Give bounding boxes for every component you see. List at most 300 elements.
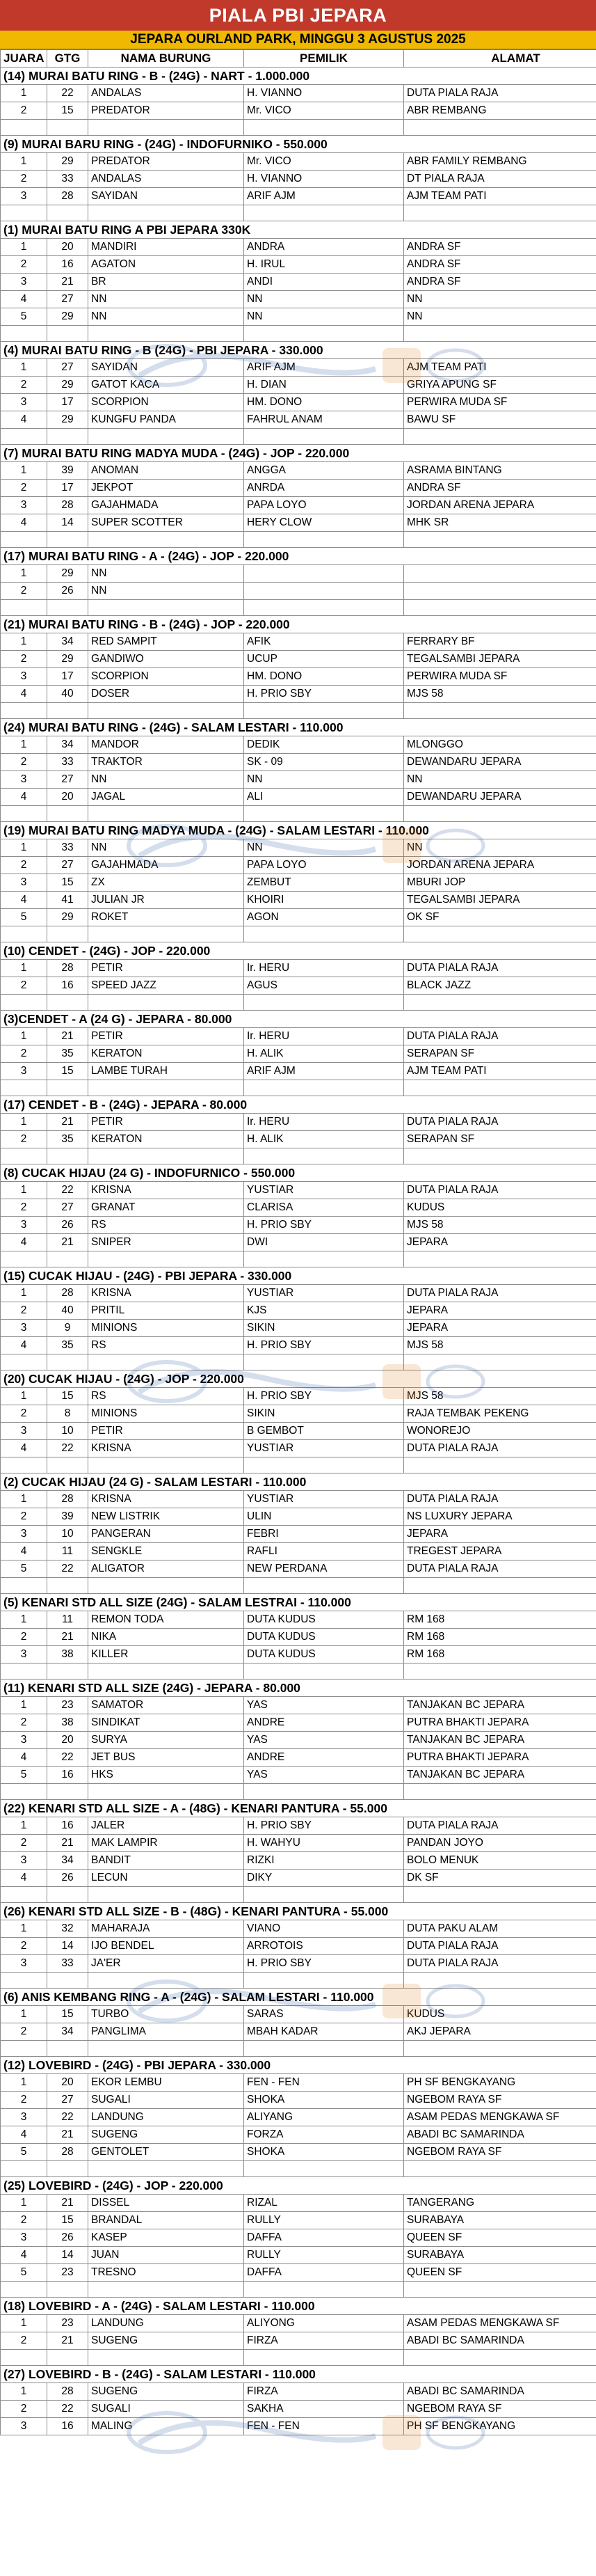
owner-cell: H. VIANNO <box>244 85 404 102</box>
gtg-cell: 29 <box>47 909 88 926</box>
address-cell: TANGERANG <box>404 2195 596 2212</box>
empty-cell <box>1 2041 47 2057</box>
bird-name-cell: IJO BENDEL <box>88 1938 244 1955</box>
bird-name-cell: KASEP <box>88 2229 244 2247</box>
empty-cell <box>88 2282 244 2298</box>
owner-cell: RIZKI <box>244 1852 404 1870</box>
empty-cell <box>88 2350 244 2366</box>
gtg-cell: 8 <box>47 1405 88 1423</box>
owner-cell: DWI <box>244 1234 404 1251</box>
rank-cell: 5 <box>1 2144 47 2161</box>
table-row <box>1 308 596 326</box>
address-cell: TEGALSAMBI JEPARA <box>404 892 596 909</box>
table-row <box>1 2126 596 2144</box>
gtg-cell: 39 <box>47 462 88 480</box>
owner-cell: NEW PERDANA <box>244 1560 404 1578</box>
address-cell: BAWU SF <box>404 411 596 429</box>
table-row <box>1 1870 596 1887</box>
rank-cell: 1 <box>1 2383 47 2401</box>
gtg-cell: 34 <box>47 736 88 754</box>
table-row <box>1 2109 596 2126</box>
address-cell: DT PIALA RAJA <box>404 171 596 188</box>
address-cell: FERRARY BF <box>404 633 596 651</box>
spacer-row <box>1 2041 596 2057</box>
address-cell: RAJA TEMBAK PEKENG <box>404 1405 596 1423</box>
address-cell: QUEEN SF <box>404 2229 596 2247</box>
empty-cell <box>244 1457 404 1473</box>
page-title: PIALA PBI JEPARA <box>0 0 596 31</box>
owner-cell: FIRZA <box>244 2383 404 2401</box>
table-row <box>1 1217 596 1234</box>
bird-name-cell: HKS <box>88 1767 244 1784</box>
empty-cell <box>404 1973 596 1989</box>
address-cell: RM 168 <box>404 1646 596 1664</box>
class-title: (10) CENDET - (24G) - JOP - 220.000 <box>1 942 596 960</box>
owner-cell: ANGGA <box>244 462 404 480</box>
gtg-cell: 33 <box>47 1955 88 1973</box>
table-row <box>1 633 596 651</box>
bird-name-cell: PETIR <box>88 1114 244 1131</box>
empty-cell <box>88 1973 244 1989</box>
table-row <box>1 2315 596 2332</box>
bird-name-cell: KRISNA <box>88 1182 244 1199</box>
event-subtitle: JEPARA OURLAND PARK, MINGGU 3 AGUSTUS 2025 <box>0 31 596 49</box>
rank-cell: 3 <box>1 2229 47 2247</box>
gtg-cell: 28 <box>47 2383 88 2401</box>
owner-cell: H. PRIO SBY <box>244 1955 404 1973</box>
address-cell: SERAPAN SF <box>404 1045 596 1063</box>
gtg-cell: 28 <box>47 1491 88 1508</box>
class-title: (3)CENDET - A (24 G) - JEPARA - 80.000 <box>1 1011 596 1028</box>
table-row <box>1 977 596 995</box>
empty-cell <box>404 205 596 221</box>
class-title: (26) KENARI STD ALL SIZE - B - (48G) - KENARI PANTURA - 55.000 <box>1 1903 596 1920</box>
spacer-row <box>1 995 596 1011</box>
empty-cell <box>47 2161 88 2177</box>
table-row <box>1 102 596 120</box>
address-cell: ABADI BC SAMARINDA <box>404 2383 596 2401</box>
owner-cell: ARIF AJM <box>244 188 404 205</box>
class-title-row <box>1 1370 596 1388</box>
gtg-cell: 23 <box>47 2315 88 2332</box>
gtg-cell: 39 <box>47 1508 88 1526</box>
class-title: (24) MURAI BATU RING - (24G) - SALAM LESTARI - 110.000 <box>1 719 596 736</box>
empty-cell <box>1 326 47 342</box>
empty-cell <box>47 205 88 221</box>
gtg-cell: 22 <box>47 1440 88 1457</box>
empty-cell <box>88 2161 244 2177</box>
rank-cell: 4 <box>1 892 47 909</box>
owner-cell: Ir. HERU <box>244 1028 404 1045</box>
bird-name-cell: SNIPER <box>88 1234 244 1251</box>
address-cell: JEPARA <box>404 1526 596 1543</box>
class-title: (19) MURAI BATU RING MADYA MUDA - (24G) - SALAM LESTARI - 110.000 <box>1 822 596 839</box>
owner-cell: YUSTIAR <box>244 1440 404 1457</box>
empty-cell <box>244 1887 404 1903</box>
empty-cell <box>88 1664 244 1680</box>
spacer-row <box>1 1457 596 1473</box>
bird-name-cell: ZX <box>88 874 244 892</box>
rank-cell: 1 <box>1 1028 47 1045</box>
address-cell: SERAPAN SF <box>404 1131 596 1148</box>
table-row <box>1 2195 596 2212</box>
table-row <box>1 1526 596 1543</box>
owner-cell: FORZA <box>244 2126 404 2144</box>
owner-cell: H. PRIO SBY <box>244 1388 404 1405</box>
rank-cell: 1 <box>1 1182 47 1199</box>
table-row <box>1 2332 596 2350</box>
empty-cell <box>47 2350 88 2366</box>
rank-cell: 4 <box>1 1234 47 1251</box>
table-row <box>1 892 596 909</box>
empty-cell <box>1 429 47 445</box>
address-cell: GRIYA APUNG SF <box>404 377 596 394</box>
rank-cell: 1 <box>1 2195 47 2212</box>
gtg-cell: 15 <box>47 2212 88 2229</box>
empty-cell <box>47 2282 88 2298</box>
rank-cell: 4 <box>1 686 47 703</box>
rank-cell: 2 <box>1 377 47 394</box>
empty-cell <box>404 1080 596 1096</box>
bird-name-cell: SAYIDAN <box>88 188 244 205</box>
address-cell: DUTA PIALA RAJA <box>404 1440 596 1457</box>
gtg-cell: 22 <box>47 1560 88 1578</box>
owner-cell: H. ALIK <box>244 1131 404 1148</box>
gtg-cell: 26 <box>47 583 88 600</box>
spacer-row <box>1 1080 596 1096</box>
class-title: (15) CUCAK HIJAU - (24G) - PBI JEPARA - 330.000 <box>1 1267 596 1285</box>
empty-cell <box>1 2161 47 2177</box>
gtg-cell: 21 <box>47 1028 88 1045</box>
address-cell: TREGEST JEPARA <box>404 1543 596 1560</box>
empty-cell <box>404 600 596 616</box>
owner-cell: H. WAHYU <box>244 1835 404 1852</box>
address-cell: NN <box>404 308 596 326</box>
rank-cell: 2 <box>1 256 47 274</box>
table-row <box>1 274 596 291</box>
table-row <box>1 153 596 171</box>
empty-cell <box>404 1578 596 1594</box>
bird-name-cell: RS <box>88 1217 244 1234</box>
empty-cell <box>88 1251 244 1267</box>
class-title: (6) ANIS KEMBANG RING - A - (24G) - SALAM LESTARI - 110.000 <box>1 1989 596 2006</box>
table-row <box>1 1646 596 1664</box>
gtg-cell: 15 <box>47 2006 88 2023</box>
rank-cell: 2 <box>1 2092 47 2109</box>
spacer-row <box>1 1251 596 1267</box>
bird-name-cell: SUGENG <box>88 2383 244 2401</box>
address-cell: DK SF <box>404 1870 596 1887</box>
empty-cell <box>88 926 244 942</box>
empty-cell <box>404 703 596 719</box>
rank-cell: 2 <box>1 1835 47 1852</box>
owner-cell: FAHRUL ANAM <box>244 411 404 429</box>
address-cell: KUDUS <box>404 1199 596 1217</box>
rank-cell: 3 <box>1 1646 47 1664</box>
empty-cell <box>404 1251 596 1267</box>
bird-name-cell: GENTOLET <box>88 2144 244 2161</box>
class-title-row <box>1 719 596 736</box>
empty-cell <box>88 1784 244 1800</box>
bird-name-cell: ANDALAS <box>88 171 244 188</box>
gtg-cell: 16 <box>47 256 88 274</box>
gtg-cell: 27 <box>47 291 88 308</box>
address-cell: DEWANDARU JEPARA <box>404 789 596 806</box>
empty-cell <box>88 1354 244 1370</box>
table-row <box>1 1767 596 1784</box>
table-row <box>1 256 596 274</box>
owner-cell: PAPA LOYO <box>244 497 404 514</box>
rank-cell: 2 <box>1 583 47 600</box>
table-row <box>1 565 596 583</box>
empty-cell <box>88 1578 244 1594</box>
rank-cell: 4 <box>1 1870 47 1887</box>
rank-cell: 1 <box>1 960 47 977</box>
empty-cell <box>1 1080 47 1096</box>
rank-cell: 2 <box>1 102 47 120</box>
rank-cell: 2 <box>1 754 47 771</box>
gtg-cell: 17 <box>47 668 88 686</box>
owner-cell: DUTA KUDUS <box>244 1629 404 1646</box>
bird-name-cell: JUAN <box>88 2247 244 2264</box>
address-cell: ASAM PEDAS MENGKAWA SF <box>404 2109 596 2126</box>
address-cell: DUTA PIALA RAJA <box>404 960 596 977</box>
address-cell: PANDAN JOYO <box>404 1835 596 1852</box>
empty-cell <box>404 532 596 548</box>
bird-name-cell: KUNGFU PANDA <box>88 411 244 429</box>
table-row <box>1 857 596 874</box>
address-cell: SURABAYA <box>404 2247 596 2264</box>
owner-cell: B GEMBOT <box>244 1423 404 1440</box>
bird-name-cell: SPEED JAZZ <box>88 977 244 995</box>
table-row <box>1 462 596 480</box>
class-title: (12) LOVEBIRD - (24G) - PBI JEPARA - 330.000 <box>1 2057 596 2074</box>
bird-name-cell: KERATON <box>88 1045 244 1063</box>
empty-cell <box>1 1148 47 1164</box>
col-header-owner: PEMILIK <box>244 50 404 68</box>
address-cell: AJM TEAM PATI <box>404 188 596 205</box>
owner-cell: H. PRIO SBY <box>244 1337 404 1354</box>
class-title-row <box>1 1267 596 1285</box>
owner-cell: ALIYONG <box>244 2315 404 2332</box>
gtg-cell: 16 <box>47 2418 88 2435</box>
table-row <box>1 2401 596 2418</box>
table-row <box>1 1388 596 1405</box>
address-cell: DUTA PIALA RAJA <box>404 1955 596 1973</box>
empty-cell <box>244 429 404 445</box>
table-row <box>1 736 596 754</box>
table-row <box>1 1337 596 1354</box>
gtg-cell: 15 <box>47 1063 88 1080</box>
address-cell: PH SF BENGKAYANG <box>404 2418 596 2435</box>
empty-cell <box>244 926 404 942</box>
address-cell: QUEEN SF <box>404 2264 596 2282</box>
empty-cell <box>1 600 47 616</box>
owner-cell: ANDRE <box>244 1714 404 1732</box>
owner-cell: Ir. HERU <box>244 1114 404 1131</box>
gtg-cell: 26 <box>47 2229 88 2247</box>
rank-cell: 1 <box>1 2315 47 2332</box>
class-title: (27) LOVEBIRD - B - (24G) - SALAM LESTARI - 110.000 <box>1 2366 596 2383</box>
gtg-cell: 34 <box>47 1852 88 1870</box>
class-title-row <box>1 68 596 85</box>
bird-name-cell: GAJAHMADA <box>88 497 244 514</box>
empty-cell <box>1 926 47 942</box>
gtg-cell: 15 <box>47 102 88 120</box>
gtg-cell: 33 <box>47 754 88 771</box>
table-row <box>1 2383 596 2401</box>
col-header-address: ALAMAT <box>404 50 596 68</box>
gtg-cell: 33 <box>47 839 88 857</box>
rank-cell: 5 <box>1 308 47 326</box>
spacer-row <box>1 1578 596 1594</box>
gtg-cell: 23 <box>47 2264 88 2282</box>
gtg-cell: 17 <box>47 480 88 497</box>
table-row <box>1 1440 596 1457</box>
empty-cell <box>404 926 596 942</box>
empty-cell <box>1 1973 47 1989</box>
empty-cell <box>47 926 88 942</box>
gtg-cell: 32 <box>47 1920 88 1938</box>
rank-cell: 3 <box>1 497 47 514</box>
col-header-juara: JUARA <box>1 50 47 68</box>
rank-cell: 1 <box>1 1920 47 1938</box>
bird-name-cell: JALER <box>88 1817 244 1835</box>
owner-cell: H. PRIO SBY <box>244 1217 404 1234</box>
bird-name-cell: BANDIT <box>88 1852 244 1870</box>
bird-name-cell: BR <box>88 274 244 291</box>
empty-cell <box>47 1578 88 1594</box>
owner-cell: SHOKA <box>244 2144 404 2161</box>
class-title-row <box>1 1594 596 1611</box>
table-row <box>1 1063 596 1080</box>
address-cell: ANDRA SF <box>404 274 596 291</box>
owner-cell: DAFFA <box>244 2229 404 2247</box>
gtg-cell: 21 <box>47 2332 88 2350</box>
rank-cell: 1 <box>1 839 47 857</box>
empty-cell <box>47 1887 88 1903</box>
empty-cell <box>47 1251 88 1267</box>
empty-cell <box>47 532 88 548</box>
spacer-row <box>1 926 596 942</box>
address-cell: RM 168 <box>404 1629 596 1646</box>
gtg-cell: 20 <box>47 2074 88 2092</box>
bird-name-cell: LECUN <box>88 1870 244 1887</box>
address-cell: DUTA PIALA RAJA <box>404 1114 596 1131</box>
bird-name-cell: SURYA <box>88 1732 244 1749</box>
address-cell: ABR FAMILY REMBANG <box>404 153 596 171</box>
owner-cell: SHOKA <box>244 2092 404 2109</box>
address-cell: BOLO MENUK <box>404 1852 596 1870</box>
empty-cell <box>244 1148 404 1164</box>
bird-name-cell: NN <box>88 839 244 857</box>
empty-cell <box>88 1148 244 1164</box>
table-row <box>1 1114 596 1131</box>
bird-name-cell: JA'ER <box>88 1955 244 1973</box>
gtg-cell: 21 <box>47 2126 88 2144</box>
address-cell: SURABAYA <box>404 2212 596 2229</box>
address-cell: TANJAKAN BC JEPARA <box>404 1732 596 1749</box>
table-row <box>1 394 596 411</box>
table-row <box>1 1920 596 1938</box>
empty-cell <box>1 995 47 1011</box>
table-row <box>1 2074 596 2092</box>
rank-cell: 2 <box>1 1045 47 1063</box>
owner-cell: SAKHA <box>244 2401 404 2418</box>
gtg-cell: 34 <box>47 633 88 651</box>
gtg-cell: 35 <box>47 1337 88 1354</box>
bird-name-cell: MINIONS <box>88 1320 244 1337</box>
gtg-cell: 22 <box>47 1182 88 1199</box>
bird-name-cell: PREDATOR <box>88 102 244 120</box>
table-row <box>1 2229 596 2247</box>
spacer-row <box>1 2350 596 2366</box>
address-cell: DUTA PIALA RAJA <box>404 1028 596 1045</box>
table-row <box>1 1285 596 1302</box>
empty-cell <box>88 703 244 719</box>
address-cell: MBURI JOP <box>404 874 596 892</box>
bird-name-cell: LANDUNG <box>88 2315 244 2332</box>
owner-cell: DEDIK <box>244 736 404 754</box>
gtg-cell: 26 <box>47 1217 88 1234</box>
bird-name-cell: LAMBE TURAH <box>88 1063 244 1080</box>
gtg-cell: 17 <box>47 394 88 411</box>
address-cell: DUTA PIALA RAJA <box>404 1938 596 1955</box>
rank-cell: 2 <box>1 1714 47 1732</box>
address-cell: WONOREJO <box>404 1423 596 1440</box>
owner-cell: HM. DONO <box>244 394 404 411</box>
empty-cell <box>47 1973 88 1989</box>
address-cell: NN <box>404 839 596 857</box>
table-row <box>1 1491 596 1508</box>
empty-cell <box>88 1080 244 1096</box>
bird-name-cell: SINDIKAT <box>88 1714 244 1732</box>
empty-cell <box>1 120 47 136</box>
gtg-cell: 26 <box>47 1870 88 1887</box>
bird-name-cell: SUGALI <box>88 2092 244 2109</box>
owner-cell: RULLY <box>244 2212 404 2229</box>
table-row <box>1 2023 596 2041</box>
empty-cell <box>404 806 596 822</box>
empty-cell <box>404 1664 596 1680</box>
empty-cell <box>404 2350 596 2366</box>
gtg-cell: 23 <box>47 1697 88 1714</box>
owner-cell: H. VIANNO <box>244 171 404 188</box>
spacer-row <box>1 806 596 822</box>
rank-cell: 1 <box>1 2006 47 2023</box>
address-cell: OK SF <box>404 909 596 926</box>
bird-name-cell: NEW LISTRIK <box>88 1508 244 1526</box>
rank-cell: 2 <box>1 1629 47 1646</box>
empty-cell <box>404 1354 596 1370</box>
rank-cell: 3 <box>1 874 47 892</box>
address-cell: MLONGGO <box>404 736 596 754</box>
empty-cell <box>47 1457 88 1473</box>
bird-name-cell: JEKPOT <box>88 480 244 497</box>
rank-cell: 2 <box>1 2023 47 2041</box>
rank-cell: 4 <box>1 2126 47 2144</box>
rank-cell: 4 <box>1 411 47 429</box>
bird-name-cell: PETIR <box>88 1028 244 1045</box>
owner-cell: FEN - FEN <box>244 2074 404 2092</box>
table-row <box>1 497 596 514</box>
table-row <box>1 291 596 308</box>
owner-cell: YAS <box>244 1697 404 1714</box>
rank-cell: 3 <box>1 1063 47 1080</box>
empty-cell <box>47 1148 88 1164</box>
owner-cell: DUTA KUDUS <box>244 1646 404 1664</box>
rank-cell: 5 <box>1 1767 47 1784</box>
